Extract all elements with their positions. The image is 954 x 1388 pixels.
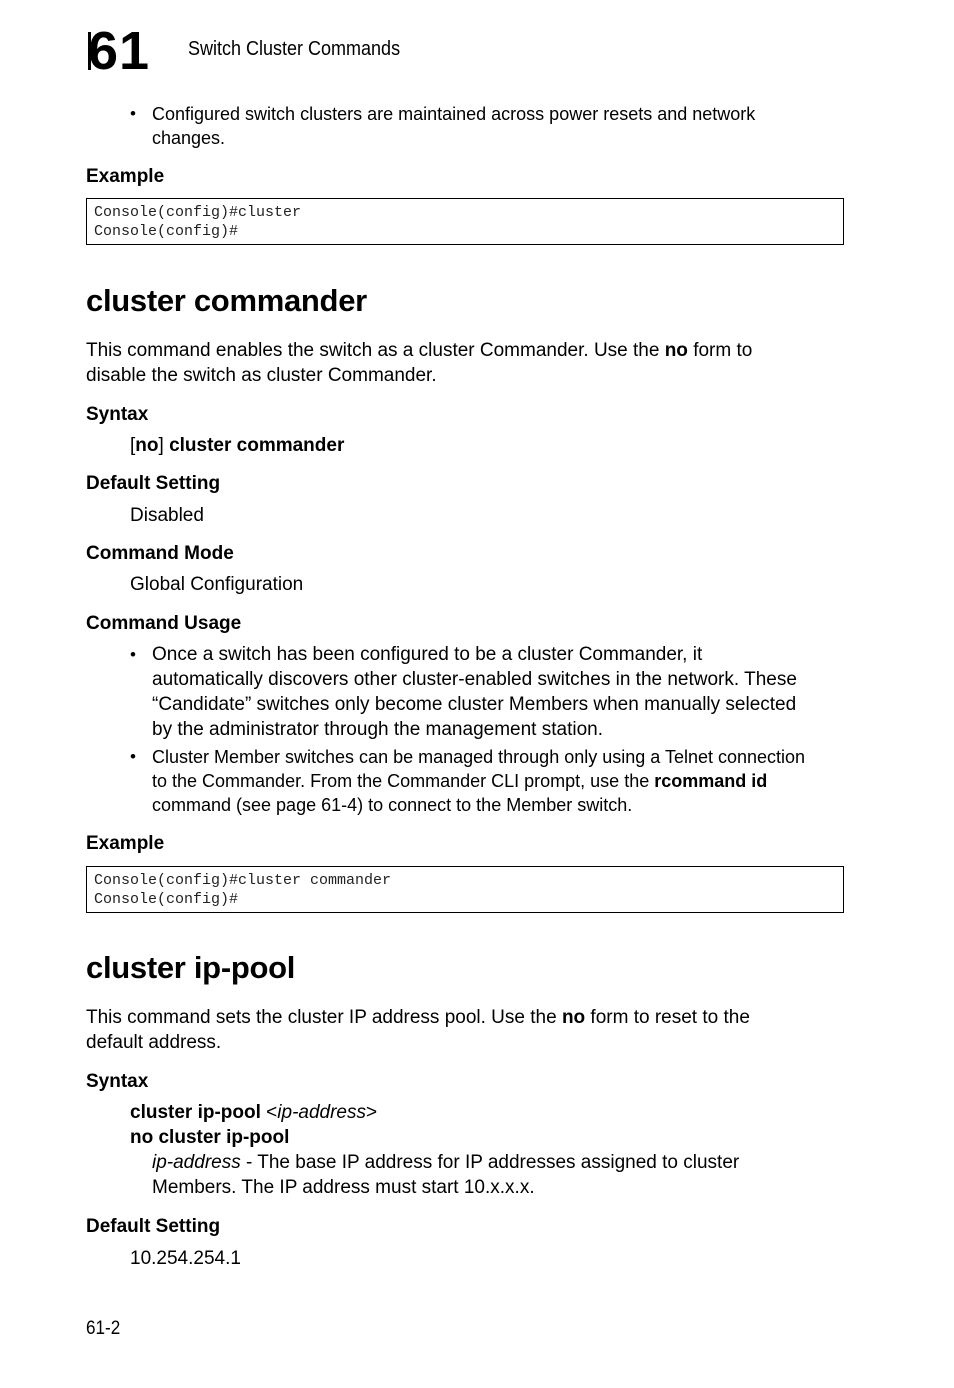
code-example-box (86, 866, 844, 913)
top-bullet-line: changes. (152, 128, 226, 148)
syntax-label: Syntax (86, 1071, 149, 1092)
code-example-box (86, 198, 844, 245)
ippool-syntax-2: no cluster ip-pool (130, 1127, 290, 1148)
code-line: Console(config)#cluster commander (94, 872, 392, 889)
bullet-marker: • (130, 747, 136, 766)
chapter-title: Switch Cluster Commands (188, 38, 401, 60)
default-setting-value: 10.254.254.1 (130, 1248, 241, 1269)
code-line: Console(config)# (94, 223, 239, 240)
default-setting-label: Default Setting (86, 1216, 221, 1237)
ippool-syntax-1: cluster ip-pool <ip-address> (130, 1102, 378, 1123)
example-label: Example (86, 833, 165, 854)
section-title-cluster-commander: cluster commander (86, 283, 367, 318)
example-label: Example (86, 166, 165, 187)
command-usage-label: Command Usage (86, 613, 242, 634)
default-setting-label: Default Setting (86, 473, 221, 494)
command-mode-label: Command Mode (86, 543, 234, 564)
commander-syntax: [no] cluster commander (130, 435, 345, 456)
usage-bullet-1: Once a switch has been configured to be a cluster Commander, it automatically discovers other cluster-enabled switches in the network. These “Candidate” switches only become cluster Members when manually selected by the administrator through the management station. (152, 644, 797, 740)
page-number: 61-2 (86, 1318, 121, 1339)
top-bullet-text (152, 102, 842, 150)
commander-description: This command enables the switch as a cluster Commander. Use the no form to disable the switch as cluster Commander. (86, 340, 753, 386)
bullet-marker: • (130, 104, 136, 123)
bullet-marker: • (130, 645, 136, 664)
code-line: Console(config)#cluster (94, 204, 302, 221)
section-title-cluster-ip-pool: cluster ip-pool (86, 950, 296, 985)
ippool-description: This command sets the cluster IP address pool. Use the no form to reset to the default address. (86, 1007, 750, 1053)
default-setting-value: Disabled (130, 505, 204, 526)
chapter-number: 61 (88, 21, 151, 81)
usage-bullet-2: Cluster Member switches can be managed through only using a Telnet connection to the Commander. From the Commander CLI prompt, use the rcommand id command (see page 61-4) to connect to the Member switch. (152, 747, 806, 815)
top-bullet-line: Configured switch clusters are maintained across power resets and network (152, 104, 756, 124)
syntax-label: Syntax (86, 404, 149, 425)
command-mode-value: Global Configuration (130, 574, 304, 595)
ippool-param-description: ip-address - The base IP address for IP addresses assigned to cluster Members. The IP address must start 10.x.x.x. (152, 1152, 740, 1198)
code-line: Console(config)# (94, 891, 239, 908)
